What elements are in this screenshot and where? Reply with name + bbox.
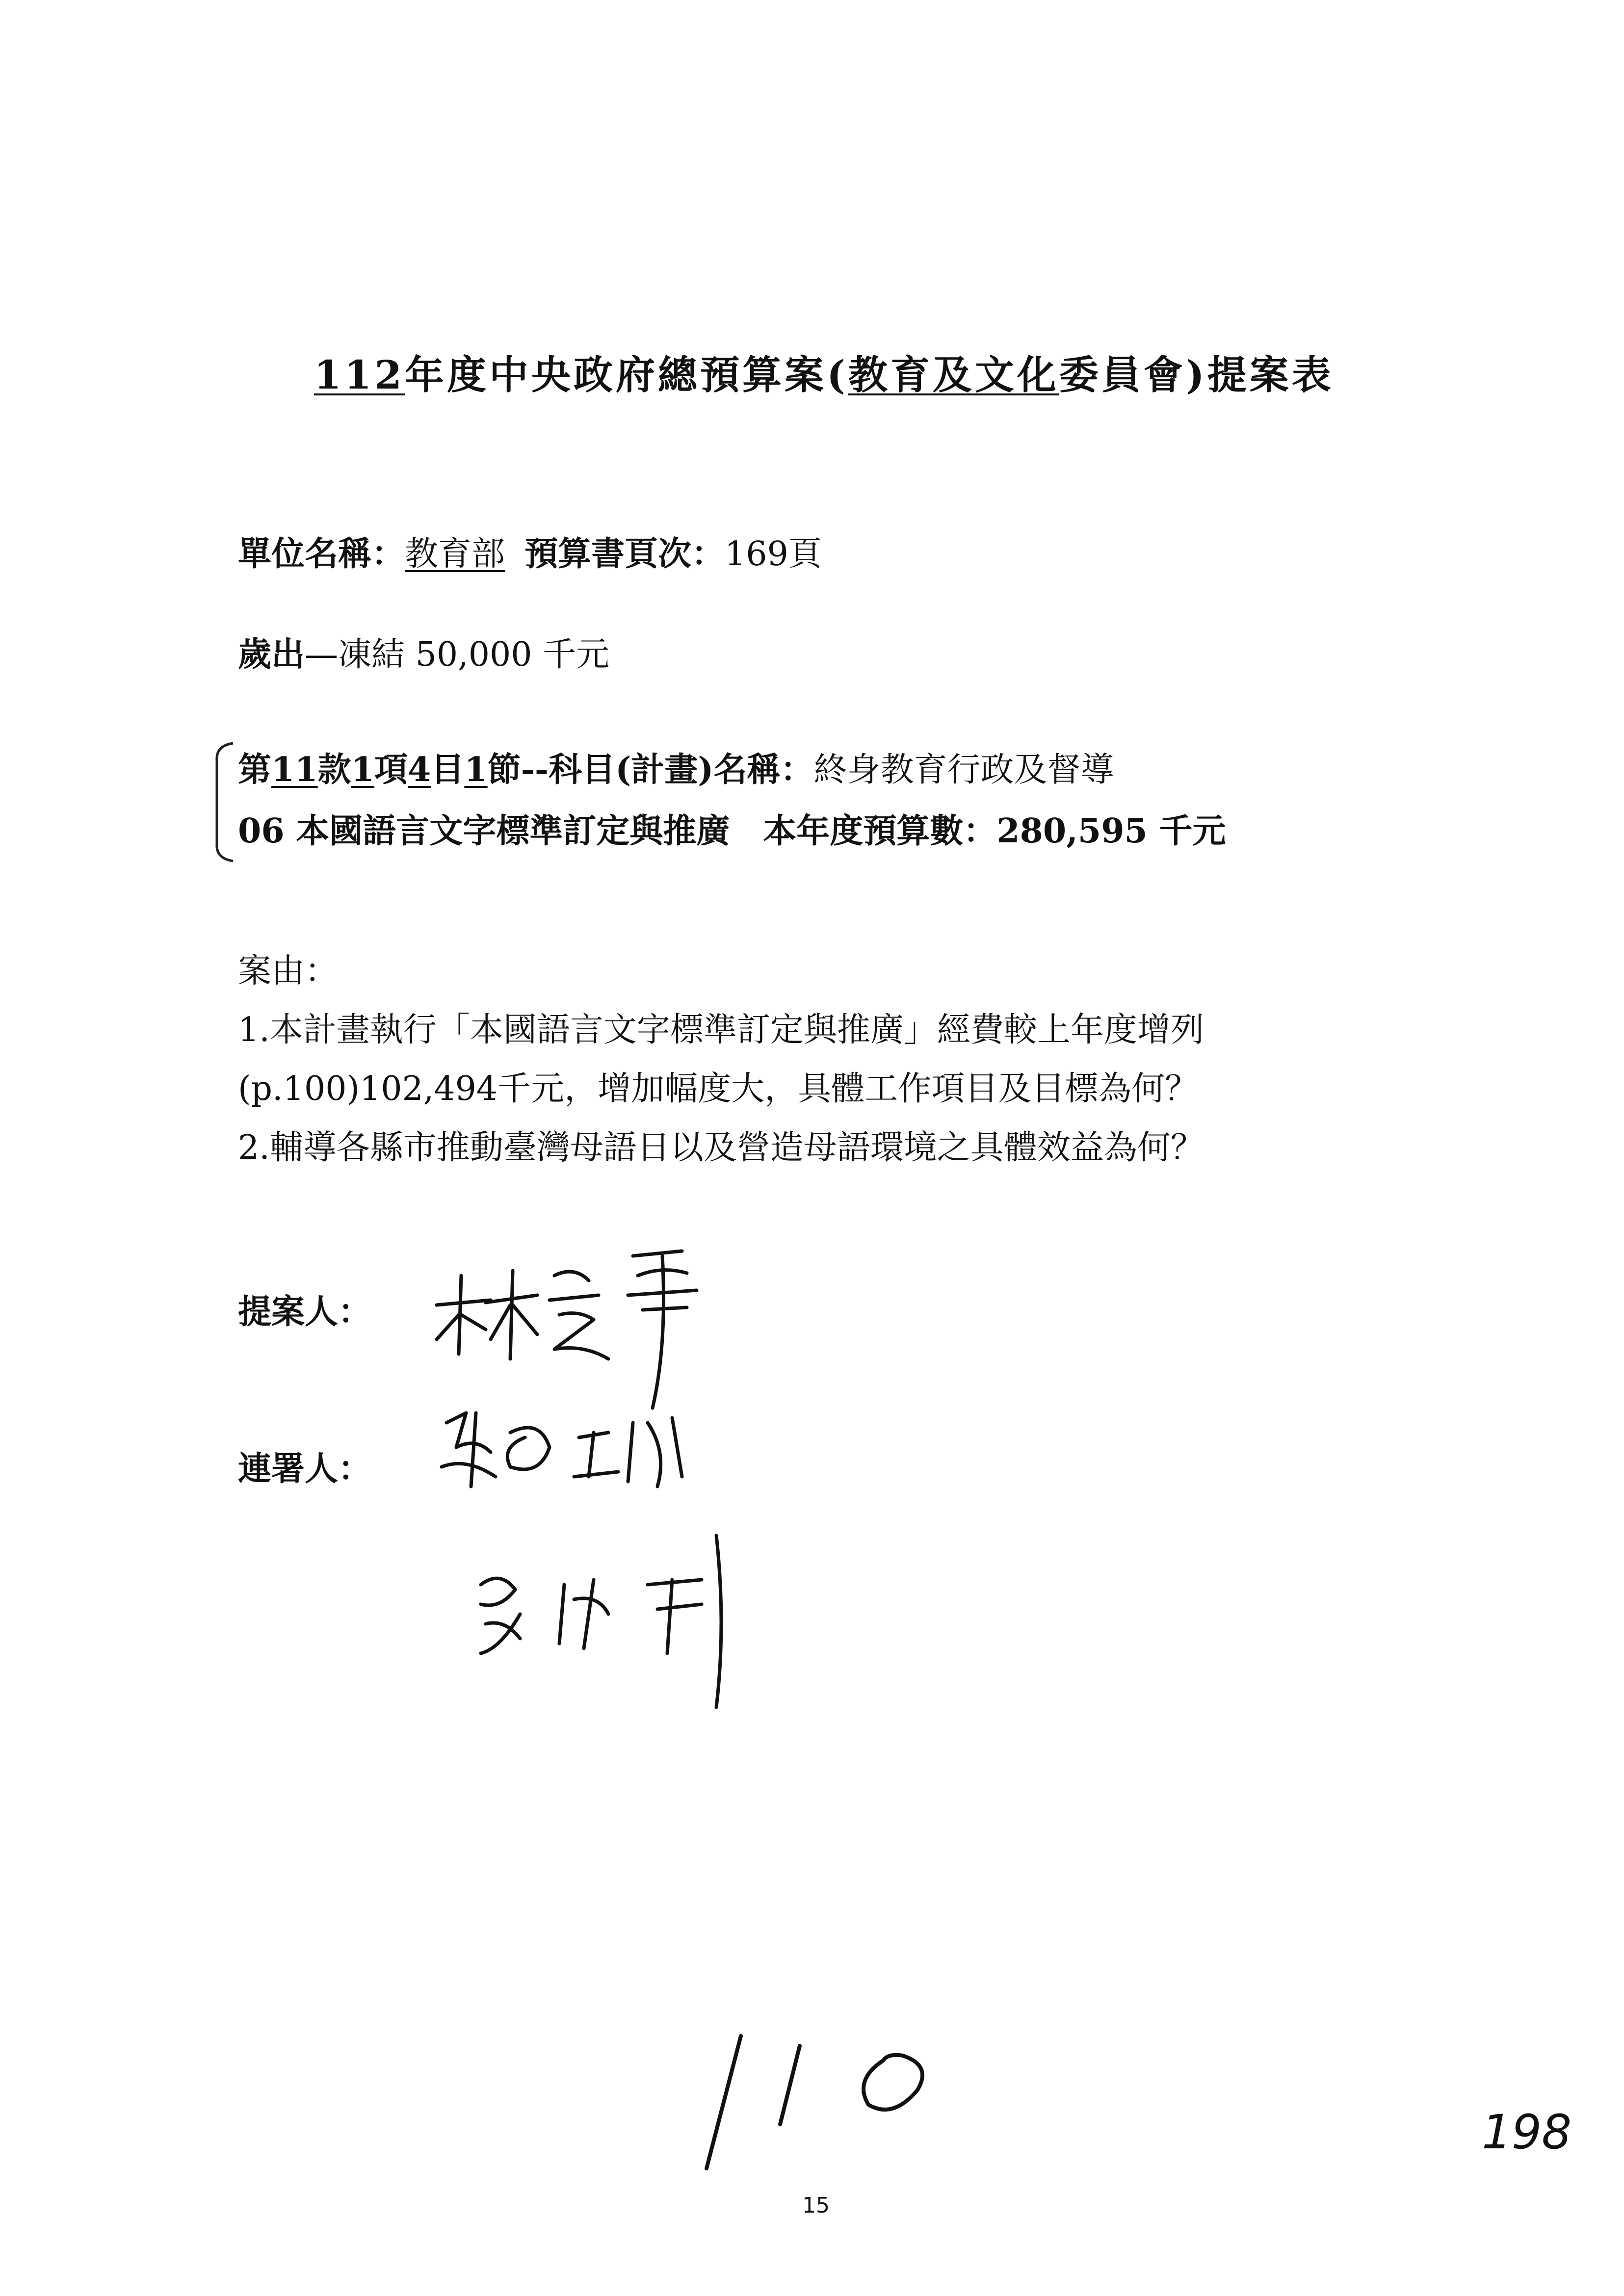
signature-cosigner-2	[471, 1526, 785, 1712]
unit-line	[238, 527, 822, 575]
title-mid: 年度中央政府總預算案(	[405, 352, 848, 398]
page-title	[314, 343, 1334, 400]
item-k1: 第	[238, 750, 272, 789]
reason-point-1-cont: (p.100)102,494千元，增加幅度大，具體工作項目及目標為何？	[238, 1070, 1199, 1108]
page-number: 15	[802, 2193, 830, 2218]
item-xiang: 1	[351, 750, 374, 789]
item-line-2: 06 本國語言文字標準訂定與推廣 本年度預算數：280,595 千元	[238, 811, 1226, 851]
handwritten-198: 198	[1482, 2105, 1572, 2160]
title-year: 112	[314, 352, 405, 398]
item-line-1	[238, 743, 1114, 791]
unit-label: 單位名稱：	[238, 534, 405, 574]
proposer-label: 提案人：	[238, 1292, 372, 1331]
item-k2: 款	[317, 750, 351, 789]
item-k3: 項	[374, 750, 408, 789]
budget-page-value: 169頁	[725, 535, 822, 574]
item-mu: 4	[408, 750, 431, 789]
expenditure-label: 歲出	[238, 635, 305, 674]
reason-point-2: 2.輔導各縣市推動臺灣母語日以及營造母語環境之具體效益為何？	[238, 1128, 1204, 1167]
item-program: 終身教育行政及督導	[813, 751, 1114, 789]
item-kuan: 11	[271, 750, 318, 789]
item-k5: 節--科目(計畫)名稱：	[487, 750, 814, 789]
signature-proposer	[432, 1246, 736, 1413]
unit-value: 教育部	[405, 535, 505, 574]
handwritten-110	[687, 2026, 962, 2173]
item-k4: 目	[431, 750, 465, 789]
budget-page-label: 預算書頁次：	[524, 534, 725, 574]
expenditure-line	[238, 628, 609, 676]
expenditure-value: —凍結 50,000 千元	[305, 635, 610, 674]
title-end: 委員會)提案表	[1059, 352, 1334, 398]
signature-cosigner-1	[437, 1403, 711, 1501]
item-jie: 1	[464, 750, 488, 789]
title-committee: 教育及文化	[848, 352, 1059, 398]
reason-point-1: 1.本計畫執行「本國語言文字標準訂定與推廣」經費較上年度增列	[238, 1011, 1204, 1049]
reason-heading: 案由：	[238, 952, 339, 991]
cosigner-label: 連署人：	[238, 1449, 372, 1488]
bracket-mark	[211, 741, 236, 863]
